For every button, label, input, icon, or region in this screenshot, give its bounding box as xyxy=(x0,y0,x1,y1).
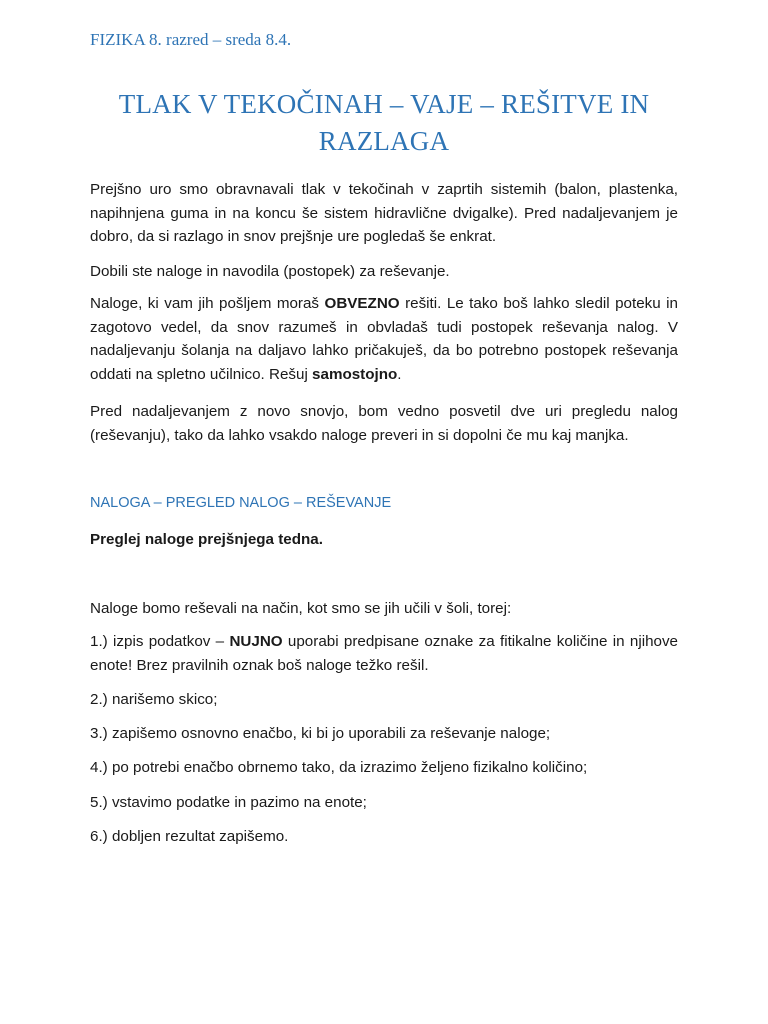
step-6: 6.) dobljen rezultat zapišemo. xyxy=(90,828,289,845)
step-3: 3.) zapišemo osnovno enačbo, ki bi jo uporabili za reševanje naloge; xyxy=(90,725,551,742)
intro-text-3a: Naloge, ki vam jih pošljem moraš xyxy=(90,295,325,312)
title-line-1: TLAK V TEKOČINAH – VAJE – REŠITVE IN xyxy=(118,89,650,119)
section-heading: NALOGA – PREGLED NALOG – REŠEVANJE xyxy=(90,495,392,511)
intro-text-3e: . xyxy=(397,365,402,383)
samostojno-emphasis: samostojno xyxy=(312,365,398,383)
intro-paragraph-2 xyxy=(90,260,678,284)
steps-intro: Naloge bomo reševali na način, kot smo se jih učili v šoli, torej: xyxy=(90,600,512,617)
step-1c: uporabi predpisane oznake za fitikalne količine in njihove enote! Brez pravilnih oznak boš naloge težko rešil. xyxy=(90,633,678,674)
document-title xyxy=(90,86,678,160)
intro-text-3c: rešiti. Le tako boš lahko sledil poteku in zagotovo vedel, da snov razumeš in obvladaš tudi postopek reševanja nalog. V nadaljevanju šolanja na daljavo lahko pričakuješ, da bo potrebno postopek reševanja oddati na spletno učilnico. Rešuj xyxy=(90,295,678,383)
step-1 xyxy=(90,630,678,677)
intro-text-3 xyxy=(90,292,678,386)
subheading: Preglej naloge prejšnjega tedna. xyxy=(90,531,323,548)
step-1a: 1.) izpis podatkov – xyxy=(90,633,230,650)
step-5: 5.) vstavimo podatke in pazimo na enote; xyxy=(90,794,367,811)
intro-paragraph-4 xyxy=(90,400,678,447)
nujno-emphasis: NUJNO xyxy=(229,633,283,650)
intro-paragraph-3 xyxy=(90,292,678,386)
intro-paragraph-1 xyxy=(90,178,678,249)
obvezno-emphasis: OBVEZNO xyxy=(324,295,400,312)
document-header: FIZIKA 8. razred – sreda 8.4. xyxy=(90,30,292,49)
step-4: 4.) po potrebi enačbo obrnemo tako, da izrazimo željeno fizikalno količino; xyxy=(90,759,588,776)
title-line-2: RAZLAGA xyxy=(318,126,450,156)
step-2: 2.) narišemo skico; xyxy=(90,691,218,708)
intro-text-4: Pred nadaljevanjem z novo snovjo, bom vedno posvetil dve uri pregledu nalog (reševanju), tako da lahko vsakdo naloge preveri in si dopolni če mu kaj manjka. xyxy=(90,403,678,444)
intro-text-2: Dobili ste naloge in navodila (postopek) za reševanje. xyxy=(90,263,450,280)
intro-text-1: Prejšno uro smo obravnavali tlak v tekočinah v zaprtih sistemih (balon, plastenka, napihnjena guma in na koncu še sistem hidravlične dvigalke). Pred nadaljevanjem je dobro, da si razlago in snov prejšnje ure pogledaš še enkrat. xyxy=(90,181,678,245)
